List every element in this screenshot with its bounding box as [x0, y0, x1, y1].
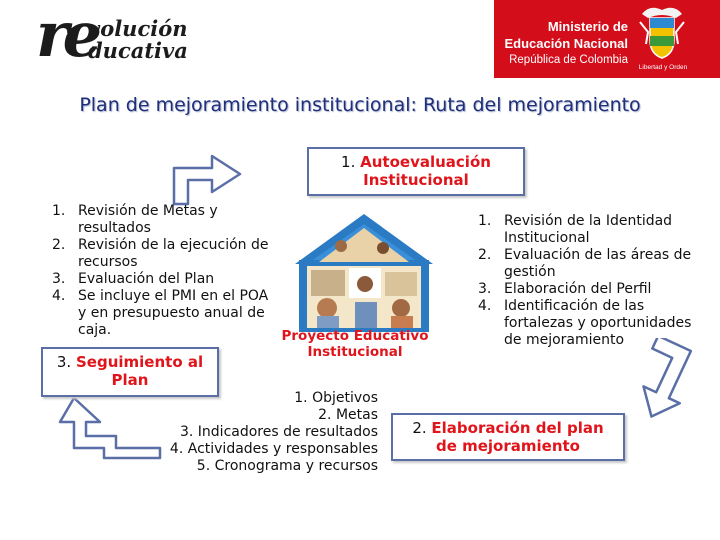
list-item-number: 3.	[52, 271, 66, 287]
step-2-box	[391, 413, 625, 461]
step-2-label-line-2: de mejoramiento	[435, 437, 580, 455]
ministry-line-2: Educación Nacional	[504, 36, 628, 51]
list-item	[52, 237, 274, 271]
list-item-number: 1.	[52, 203, 66, 219]
school-house-illustration	[293, 212, 435, 334]
list-item	[52, 203, 274, 237]
logo-mark: re	[36, 0, 97, 71]
list-item	[478, 247, 706, 281]
list-item-number: 4.	[169, 441, 184, 457]
step-3-label-line-2: Plan	[111, 371, 149, 389]
list-item-number: 1.	[294, 390, 308, 406]
list-item	[138, 390, 378, 407]
autoevaluacion-list	[478, 213, 706, 349]
center-caption-line-1: Proyecto Educativo	[281, 328, 429, 344]
crest-caption: Libertad y Orden	[638, 64, 688, 71]
ministry-line-3: República de Colombia	[509, 54, 628, 66]
ministry-banner	[494, 0, 720, 78]
center-caption-line-2: Institucional	[307, 344, 403, 360]
list-item-number: 4.	[52, 288, 66, 304]
list-item-number: 2.	[318, 407, 332, 423]
list-item	[478, 298, 706, 349]
ministry-name	[504, 18, 628, 69]
list-item-number: 3.	[179, 424, 194, 440]
list-item-text: Evaluación del Plan	[78, 271, 215, 287]
ministry-line-1: Ministerio de	[547, 19, 628, 34]
list-item-number: 4.	[478, 298, 492, 314]
center-caption	[270, 328, 440, 360]
step-1-label-line-1: Autoevaluación	[360, 153, 491, 171]
list-item	[478, 213, 706, 247]
step-2-label-line-1: Elaboración del plan	[431, 419, 604, 437]
list-item-number: 2.	[478, 247, 492, 263]
list-item-text: Cronograma y recursos	[214, 458, 378, 474]
list-item	[52, 288, 274, 339]
elaboracion-list	[138, 390, 378, 475]
list-item-number: 2.	[52, 237, 66, 253]
list-item-text: Elaboración del Perfil	[504, 281, 652, 297]
arrow-right-icon	[630, 338, 696, 422]
list-item	[138, 458, 378, 475]
list-item-text: Revisión de Metas y resultados	[78, 203, 218, 236]
list-item-number: 3.	[478, 281, 492, 297]
step-3-number: 3.	[56, 353, 72, 371]
revolucion-educativa-logo	[36, 0, 196, 71]
list-item-text: Revisión de la ejecución de recursos	[78, 237, 269, 270]
page-title: Plan de mejoramiento institucional: Ruta del mejoramiento	[79, 94, 641, 116]
list-item-text: Metas	[335, 407, 378, 423]
step-1-number: 1.	[341, 153, 356, 171]
list-item-number: 5.	[196, 458, 211, 474]
list-item	[478, 281, 706, 298]
logo-line-2: ducativa	[88, 38, 188, 63]
step-1-label-line-2: Institucional	[363, 171, 469, 189]
arrow-top-left-icon	[160, 146, 250, 206]
list-item-text: Identificación de las fortalezas y oportunidades de mejoramiento	[504, 298, 692, 348]
list-item	[138, 407, 378, 424]
list-item-text: Se incluye el PMI en el POA y en presupuesto anual de caja.	[78, 288, 269, 338]
logo-line-1: volución	[88, 16, 188, 41]
coat-of-arms-icon	[636, 4, 688, 62]
step-1-box	[307, 147, 525, 196]
list-item-number: 1.	[478, 213, 492, 229]
list-item	[138, 424, 378, 441]
list-item	[138, 441, 378, 458]
seguimiento-list	[52, 203, 274, 339]
list-item-text: Objetivos	[312, 390, 378, 406]
list-item-text: Actividades y responsables	[187, 441, 378, 457]
list-item-text: Revisión de la Identidad Institucional	[504, 213, 673, 246]
list-item	[52, 271, 274, 288]
step-2-number: 2.	[412, 419, 427, 437]
list-item-text: Evaluación de las áreas de gestión	[504, 247, 692, 280]
step-3-label-line-1: Seguimiento al	[75, 353, 204, 371]
list-item-text: Indicadores de resultados	[197, 424, 378, 440]
